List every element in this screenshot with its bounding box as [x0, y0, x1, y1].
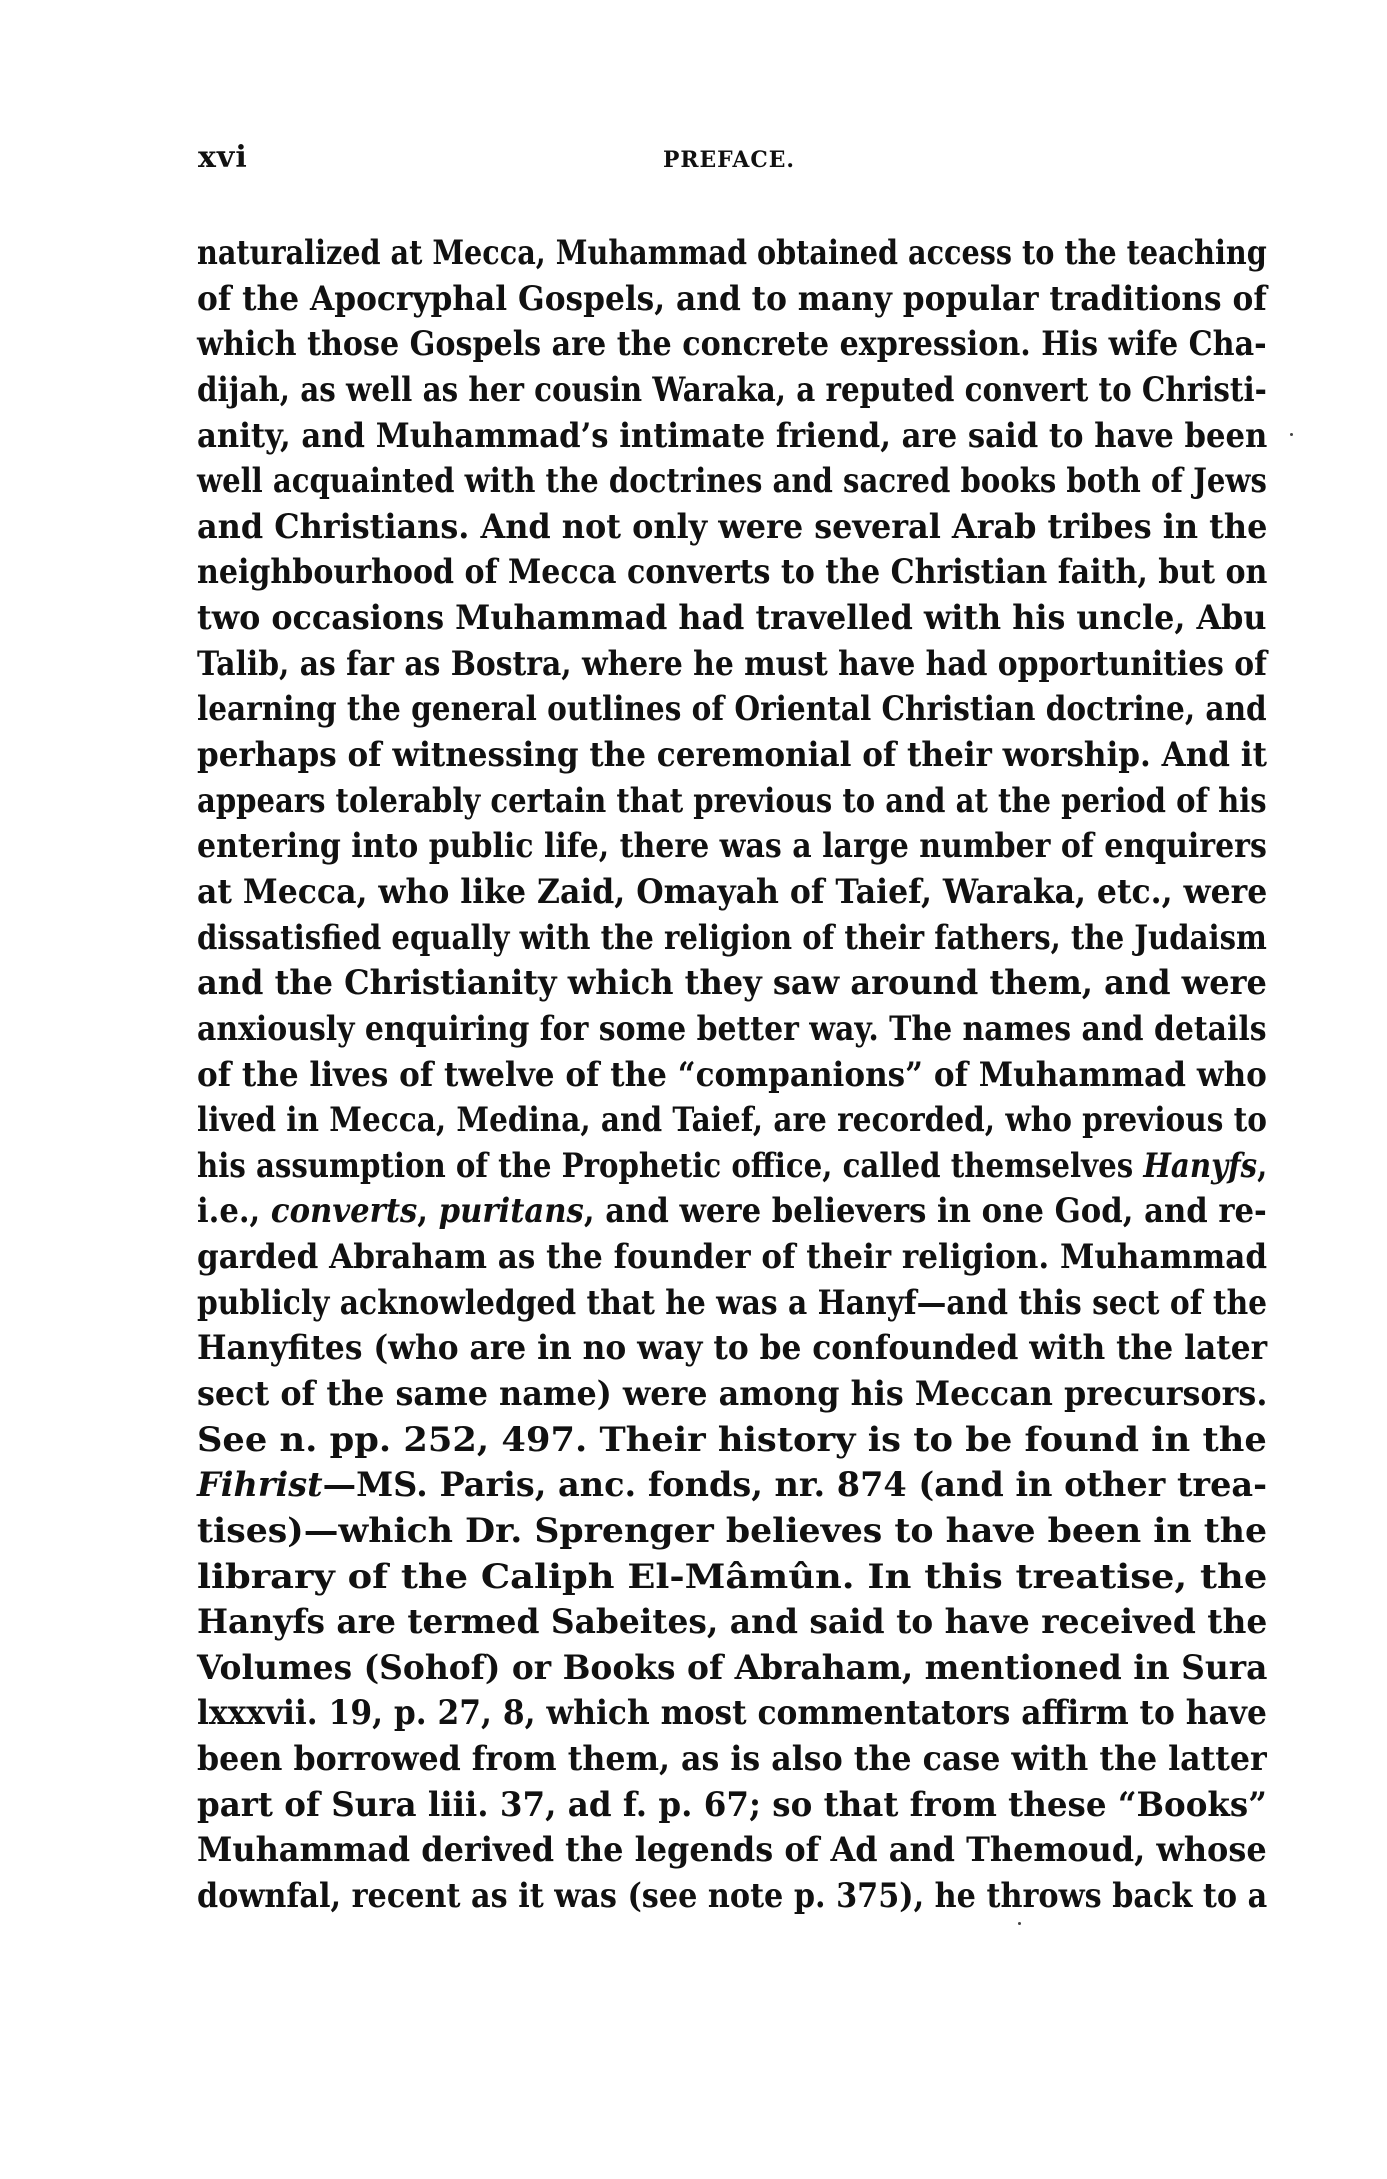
text-segment: lxxxvii. 19, p. 27, 8, which most commentators affirm to have [197, 1693, 1267, 1734]
body-paragraph [197, 0, 1267, 2179]
text-line [197, 549, 1267, 595]
text-line [197, 1736, 1267, 1782]
running-head: PREFACE. [663, 147, 795, 173]
text-line [197, 1234, 1267, 1280]
text-segment: entering into public life, there was a large number of enquirers [197, 826, 1267, 867]
text-segment: Hanyfites (who are in no way to be confounded with the later [197, 1328, 1268, 1369]
text-segment: library of the Caliph El-Mâmûn. In this treatise, the [197, 1556, 1268, 1597]
text-segment: tises)—which Dr. Sprenger believes to have been in the [197, 1510, 1268, 1551]
text-segment: i.e., [197, 1191, 271, 1232]
text-line [197, 732, 1267, 778]
text-line [197, 1052, 1267, 1098]
text-segment: at Mecca, who like Zaid, Omayah of Taief, Waraka, etc., were [197, 871, 1268, 912]
text-segment: which those Gospels are the concrete expression. His wife Cha- [197, 324, 1267, 365]
text-segment: of the lives of twelve of the “companions” of Muhammad who [197, 1054, 1267, 1095]
text-line [197, 1462, 1267, 1508]
text-segment: Talib, as far as Bostra, where he must have had opportunities of [197, 643, 1267, 684]
text-segment: appears tolerably certain that previous to and at the period of his [197, 780, 1267, 821]
text-segment: anxiously enquiring for some better way. The names and details [197, 1008, 1267, 1049]
text-line [197, 504, 1267, 550]
text-segment: been borrowed from them, as is also the case with the latter [197, 1739, 1267, 1780]
text-line [197, 1827, 1267, 1873]
text-segment: Hanyfs are termed Sabeites, and said to have received the [197, 1602, 1268, 1643]
text-segment: See n. pp. 252, 497. Their history is to be found in the [197, 1419, 1267, 1460]
text-line [197, 641, 1267, 687]
text-segment: two occasions Muhammad had travelled with his uncle, Abu [197, 598, 1267, 639]
text-line [197, 413, 1267, 459]
text-segment: garded Abraham as the founder of their religion. Muhammad [197, 1237, 1268, 1278]
text-line [197, 869, 1267, 915]
text-line [197, 1599, 1267, 1645]
text-line [197, 458, 1267, 504]
text-line [197, 1417, 1267, 1463]
text-line [197, 1143, 1267, 1189]
italic-text: Fihrist [197, 1465, 323, 1506]
text-line [197, 1873, 1267, 1919]
text-segment: and the Christianity which they saw around them, and were [197, 963, 1267, 1004]
text-line [197, 367, 1267, 413]
text-segment: dissatisfied equally with the religion of their fathers, the Judaism [197, 917, 1267, 958]
text-line [197, 321, 1267, 367]
text-line [197, 1782, 1267, 1828]
text-line [197, 595, 1267, 641]
text-line [197, 1508, 1267, 1554]
text-line [197, 915, 1267, 961]
text-segment: , [417, 1191, 439, 1232]
text-line [197, 276, 1267, 322]
italic-text: puritans [438, 1191, 584, 1232]
text-line [197, 1280, 1267, 1326]
text-segment: part of Sura liii. 37, ad f. p. 67; so that from these “Books” [197, 1784, 1267, 1825]
text-segment: , [1257, 1145, 1268, 1186]
text-line [197, 686, 1267, 732]
text-line [197, 778, 1267, 824]
text-segment: learning the general outlines of Oriental Christian doctrine, and [197, 689, 1267, 730]
text-segment: sect of the same name) were among his Meccan precursors. [197, 1374, 1268, 1414]
text-segment: neighbourhood of Mecca converts to the Christian faith, but on [197, 552, 1268, 593]
text-segment: —MS. Paris, anc. fonds, nr. 874 (and in other trea- [322, 1465, 1268, 1506]
text-segment: downfal, recent as it was (see note p. 375), he throws back to a [197, 1876, 1268, 1917]
text-segment: naturalized at Mecca, Muhammad obtained access to the teaching [197, 233, 1267, 273]
text-segment: of the Apocryphal Gospels, and to many popular traditions of [197, 278, 1267, 319]
text-line [197, 1690, 1267, 1736]
text-segment: lived in Mecca, Medina, and Taief, are recorded, who previous to [197, 1100, 1267, 1141]
text-line [197, 1006, 1267, 1052]
text-line [197, 823, 1267, 869]
text-line [197, 1645, 1267, 1691]
text-segment: well acquainted with the doctrines and sacred books both of Jews [197, 461, 1267, 502]
text-line [197, 960, 1267, 1006]
text-segment: publicly acknowledged that he was a Hanyf—and this sect of the [197, 1282, 1268, 1323]
text-line [197, 1325, 1267, 1371]
text-segment: Muhammad derived the legends of Ad and Themoud, whose [197, 1830, 1267, 1871]
page-number: xvi [198, 140, 248, 175]
text-line [197, 1097, 1267, 1143]
text-segment: anity, and Muhammad’s intimate friend, are said to have been [197, 415, 1268, 456]
text-line [197, 230, 1267, 276]
scan-speck [1018, 1922, 1021, 1925]
text-segment: his assumption of the Prophetic office, called themselves [197, 1145, 1144, 1186]
text-segment: and Christians. And not only were several Arab tribes in the [197, 506, 1268, 547]
italic-text: converts [270, 1191, 418, 1232]
text-line [197, 1554, 1267, 1600]
text-line [197, 1371, 1267, 1417]
italic-text: Hanyfs [1143, 1145, 1258, 1186]
text-segment: , and were believers in one God, and re- [583, 1191, 1267, 1232]
text-line [197, 1188, 1267, 1234]
text-segment: Volumes (Sohof) or Books of Abraham, mentioned in Sura [197, 1647, 1268, 1688]
scan-speck [1290, 433, 1293, 436]
text-segment: perhaps of witnessing the ceremonial of their worship. And it [197, 735, 1267, 776]
text-segment: dijah, as well as her cousin Waraka, a reputed convert to Christi- [197, 369, 1267, 410]
